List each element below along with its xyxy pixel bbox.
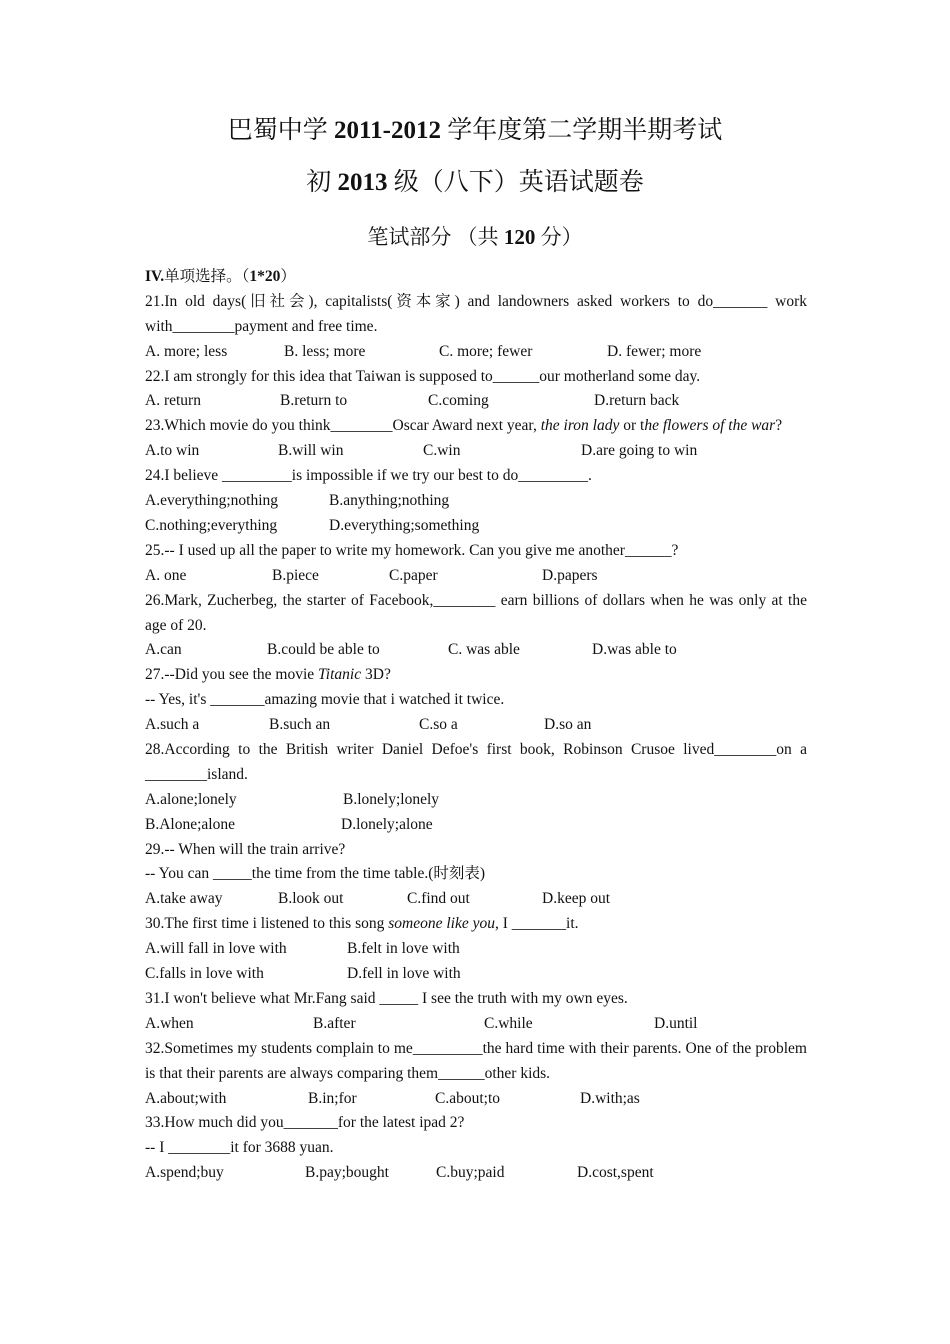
options-31 [145, 1012, 807, 1037]
option-a[interactable]: A.to win [145, 442, 200, 460]
option-d[interactable]: D.lonely;alone [341, 815, 433, 833]
options-28b [145, 813, 807, 838]
question-31: 31.I won't believe what Mr.Fang said _____ I see the truth with my own eyes. [145, 989, 628, 1007]
options-26 [145, 638, 807, 663]
option-b[interactable]: B.will win [278, 442, 344, 460]
options-24b [145, 514, 807, 539]
option-a[interactable]: A.can [145, 641, 182, 659]
option-a[interactable]: A.about;with [145, 1089, 227, 1107]
option-d[interactable]: D.so an [544, 716, 592, 734]
option-c[interactable]: C.about;to [435, 1089, 501, 1107]
question-33: 33.How much did you_______for the latest ipad 2? [145, 1114, 465, 1132]
option-d[interactable]: D.return back [594, 392, 680, 410]
options-27 [145, 713, 807, 738]
options-28a [145, 788, 807, 813]
option-a[interactable]: A.alone;lonely [145, 790, 237, 808]
option-b[interactable]: B.look out [278, 890, 344, 908]
option-c[interactable]: C.so a [419, 716, 458, 734]
question-29-reply: -- You can _____the time from the time table.(时刻表) [145, 865, 486, 883]
option-d[interactable]: D.with;as [580, 1089, 640, 1107]
part-heading: 笔试部分 （共 120 分） [367, 225, 583, 249]
option-d[interactable]: D.are going to win [581, 442, 698, 460]
option-b[interactable]: B.anything;nothing [329, 492, 450, 510]
question-27: 27.--Did you see the movie Titanic 3D? [145, 666, 391, 684]
question-24: 24.I believe _________is impossible if we try our best to do_________. [145, 467, 592, 485]
option-a[interactable]: A. more; less [145, 342, 228, 360]
question-list [145, 265, 807, 1186]
options-33 [145, 1161, 807, 1186]
option-b[interactable]: B.such an [269, 716, 331, 734]
option-a[interactable]: A.will fall in love with [145, 940, 287, 958]
option-c[interactable]: C. more; fewer [439, 342, 533, 360]
option-b[interactable]: B.after [313, 1014, 356, 1032]
option-c[interactable]: C.while [484, 1014, 533, 1032]
option-a[interactable]: A.when [145, 1014, 194, 1032]
question-27-reply: -- Yes, it's _______amazing movie that i watched it twice. [145, 691, 505, 709]
option-a[interactable]: A.such a [145, 716, 200, 734]
option-c[interactable]: C.win [423, 442, 461, 460]
option-c[interactable]: B.Alone;alone [145, 815, 235, 833]
option-c[interactable]: C.nothing;everything [145, 516, 278, 534]
option-b[interactable]: B.could be able to [267, 641, 380, 659]
exam-title: 巴蜀中学 2011-2012 学年度第二学期半期考试 [227, 117, 723, 144]
options-25 [145, 564, 807, 589]
question-32: 32.Sometimes my students complain to me_________the hard time with their parents. One of the problem is that their parents are always comparing them______other kids. [145, 1039, 807, 1082]
option-a[interactable]: A.take away [145, 890, 223, 908]
option-a[interactable]: A.spend;buy [145, 1164, 224, 1182]
question-23: 23.Which movie do you think________Oscar Award next year, the iron lady or the flowers of the war? [145, 417, 783, 435]
option-c[interactable]: C.find out [407, 890, 470, 908]
section-heading: IV.单项选择。（1*20） [145, 268, 296, 285]
option-d[interactable]: D.fell in love with [347, 965, 461, 983]
option-d[interactable]: D.cost,spent [577, 1164, 654, 1182]
options-30a [145, 937, 807, 962]
options-32 [145, 1087, 807, 1112]
option-d[interactable]: D.papers [542, 566, 598, 584]
question-28: 28.According to the British writer Daniel Defoe's first book, Robinson Crusoe lived________on a ________island. [145, 741, 807, 783]
option-b[interactable]: B.return to [280, 392, 348, 410]
option-a[interactable]: A.everything;nothing [145, 492, 279, 510]
option-a[interactable]: A. one [145, 566, 187, 584]
options-24a [145, 489, 807, 514]
option-c[interactable]: C.falls in love with [145, 965, 264, 983]
option-d[interactable]: D.until [654, 1014, 698, 1032]
option-d[interactable]: D.was able to [592, 641, 677, 659]
option-c[interactable]: C.buy;paid [436, 1164, 505, 1182]
options-21 [145, 340, 807, 365]
options-29 [145, 887, 807, 912]
option-d[interactable]: D.keep out [542, 890, 611, 908]
question-30: 30.The first time i listened to this song someone like you, I _______it. [145, 915, 579, 933]
option-b[interactable]: B.in;for [308, 1089, 357, 1107]
options-23 [145, 439, 807, 464]
option-d[interactable]: D.everything;something [329, 516, 480, 534]
exam-subtitle: 初 2013 级（八下）英语试题卷 [306, 169, 644, 196]
option-b[interactable]: B.pay;bought [305, 1164, 389, 1182]
option-b[interactable]: B.lonely;lonely [343, 790, 440, 808]
question-25: 25.-- I used up all the paper to write my homework. Can you give me another______? [145, 541, 679, 559]
option-a[interactable]: A. return [145, 392, 201, 410]
option-b[interactable]: B. less; more [284, 342, 366, 360]
option-c[interactable]: C. was able [448, 641, 520, 659]
option-c[interactable]: C.paper [389, 566, 438, 584]
option-b[interactable]: B.piece [272, 566, 319, 584]
options-30b [145, 962, 807, 987]
option-c[interactable]: C.coming [428, 392, 489, 410]
option-d[interactable]: D. fewer; more [607, 342, 702, 360]
question-29: 29.-- When will the train arrive? [145, 840, 346, 858]
options-22 [145, 389, 807, 414]
question-21: 21.In old days(旧社会), capitalists(资本家) and landowners asked workers to do_______ work with________payment and free time. [145, 292, 807, 335]
option-b[interactable]: B.felt in love with [347, 940, 460, 958]
question-26: 26.Mark, Zucherbeg, the starter of Facebook,________ earn billions of dollars when he was only at the age of 20. [145, 591, 807, 634]
question-33-reply: -- I ________it for 3688 yuan. [145, 1139, 334, 1157]
question-22: 22.I am strongly for this idea that Taiwan is supposed to______our motherland some day. [145, 367, 701, 385]
